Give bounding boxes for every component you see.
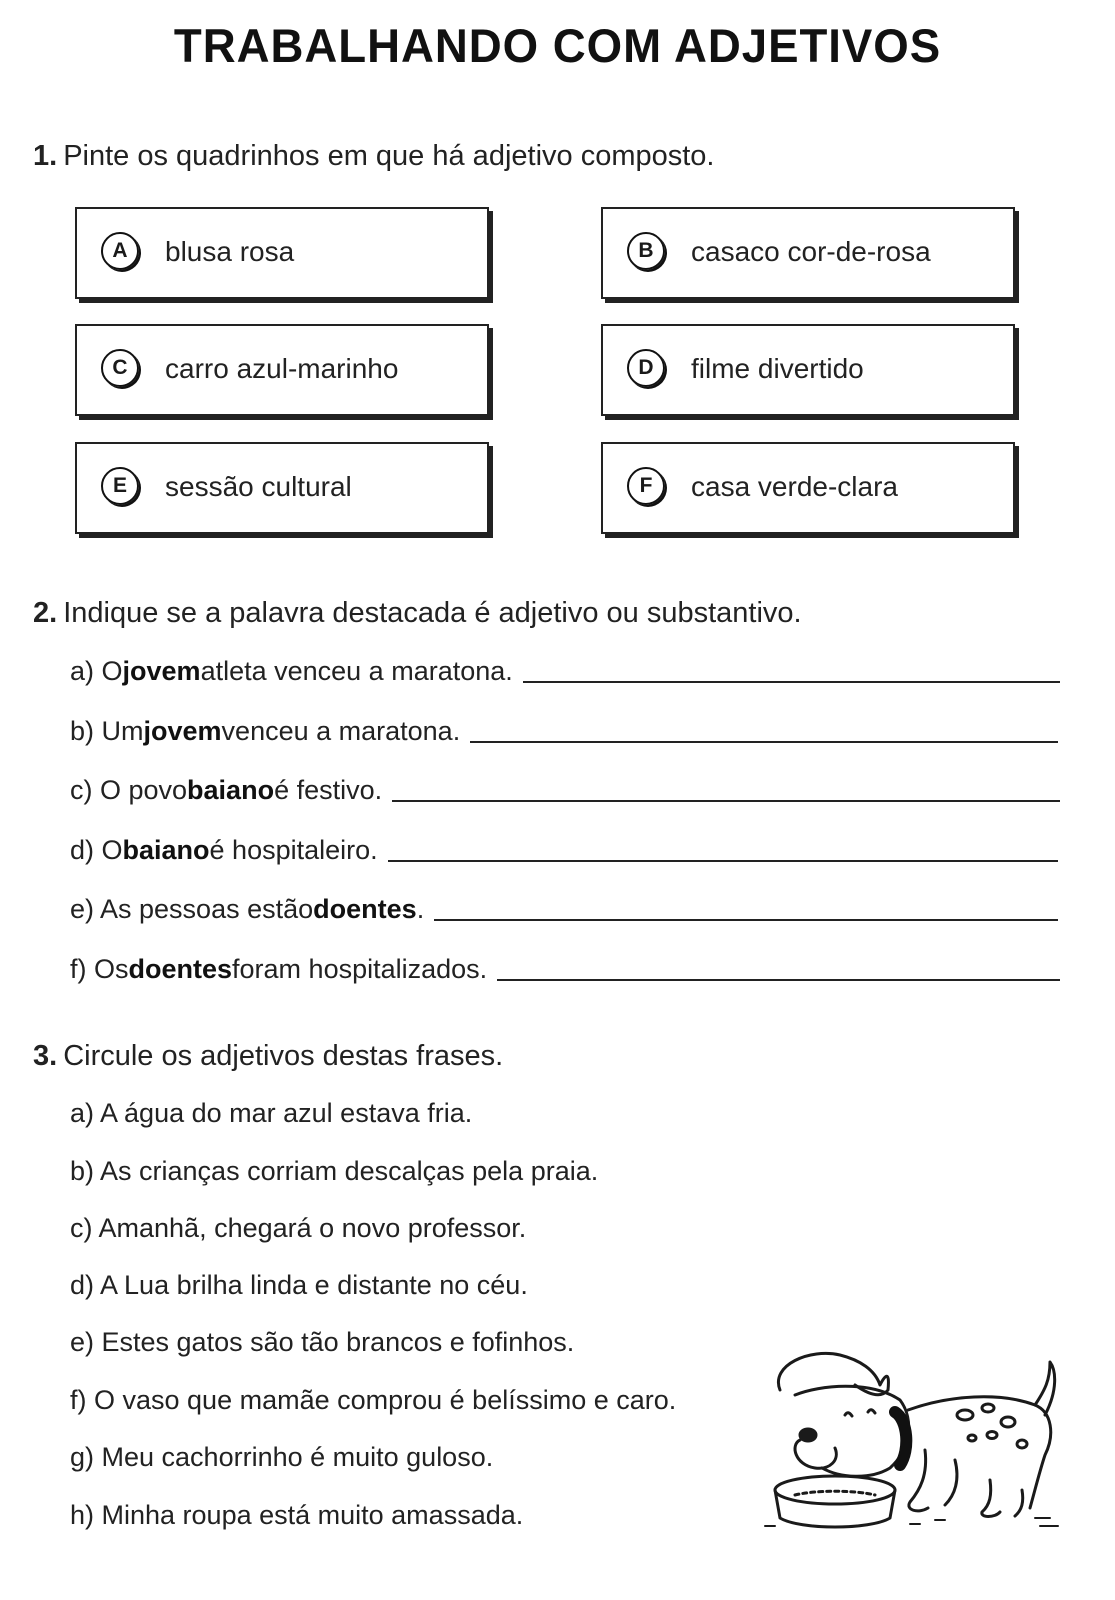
sentence-item[interactable]: c) Amanhã, chegará o novo professor. [70,1213,527,1243]
answer-line[interactable] [470,741,1058,743]
sentence-item[interactable]: b) As crianças corriam descalças pela praia. [70,1156,599,1186]
sentence-post: atleta venceu a maratona. [200,656,513,686]
sentence-post: é festivo. [274,775,383,805]
option-letter: B [627,232,665,270]
option-letter: D [627,349,665,387]
sentence-post: venceu a maratona. [221,716,461,746]
question-2-heading [33,597,802,630]
highlighted-word: doentes [313,894,417,924]
option-letter: E [101,467,139,505]
answer-line[interactable] [392,800,1060,802]
highlighted-word: jovem [122,656,201,686]
sentence-pre: f) Os [70,954,129,984]
option-box-c[interactable] [75,324,489,416]
sentence-pre: e) As pessoas estão [70,894,314,924]
answer-row-b [70,716,1058,747]
highlighted-word: doentes [128,954,233,984]
sentence-item[interactable]: d) A Lua brilha linda e distante no céu. [70,1270,528,1300]
question-1-heading [33,140,714,173]
sentence-pre: b) Um [70,716,144,746]
question-number: 1. [33,140,58,172]
question-text: Indique se a palavra destacada é adjetivo ou substantivo. [63,597,802,629]
option-text: casaco cor-de-rosa [691,236,931,267]
answer-row-f [70,954,1060,985]
answer-row-c [70,775,1060,806]
question-number: 3. [33,1040,58,1072]
answer-row-a [70,656,1060,687]
option-text: filme divertido [691,353,864,384]
option-box-e[interactable] [75,442,489,534]
sentence-item[interactable]: a) A água do mar azul estava fria. [70,1098,473,1128]
sentence-post: é hospitaleiro. [209,835,378,865]
sentence-pre: c) O povo [70,775,188,805]
answer-line[interactable] [434,919,1058,921]
answer-line[interactable] [388,860,1058,862]
question-3-heading [33,1040,503,1073]
sentence-pre: d) O [70,835,123,865]
highlighted-word: baiano [122,835,210,865]
answer-row-e [70,894,1058,925]
dog-nose-icon [800,1429,816,1441]
sentence-item[interactable]: e) Estes gatos são tão brancos e fofinhos. [70,1327,575,1357]
option-box-a[interactable] [75,207,489,299]
question-text: Circule os adjetivos destas frases. [63,1040,504,1072]
answer-line[interactable] [497,979,1060,981]
question-text: Pinte os quadrinhos em que há adjetivo composto. [63,140,715,172]
option-letter: A [101,232,139,270]
option-text: sessão cultural [165,471,352,502]
sentence-post: . [416,894,425,924]
sentence-post: foram hospitalizados. [232,954,488,984]
sentence-item[interactable]: g) Meu cachorrinho é muito guloso. [70,1442,494,1472]
sentence-pre: a) O [70,656,123,686]
option-text: casa verde-clara [691,471,898,502]
dog-eating-illustration [760,1340,1070,1540]
option-box-b[interactable] [601,207,1015,299]
answer-line[interactable] [523,681,1060,683]
highlighted-word: jovem [143,716,222,746]
answer-row-d [70,835,1058,866]
sentence-item[interactable]: f) O vaso que mamãe comprou é belíssimo e caro. [70,1385,677,1415]
option-box-d[interactable] [601,324,1015,416]
sentence-item[interactable]: h) Minha roupa está muito amassada. [70,1500,524,1530]
option-text: blusa rosa [165,236,295,267]
question-number: 2. [33,597,58,629]
option-letter: F [627,467,665,505]
page-title: TRABALHANDO COM ADJETIVOS [173,19,942,72]
option-box-f[interactable] [601,442,1015,534]
option-text: carro azul-marinho [165,353,399,384]
highlighted-word: baiano [187,775,275,805]
option-letter: C [101,349,139,387]
